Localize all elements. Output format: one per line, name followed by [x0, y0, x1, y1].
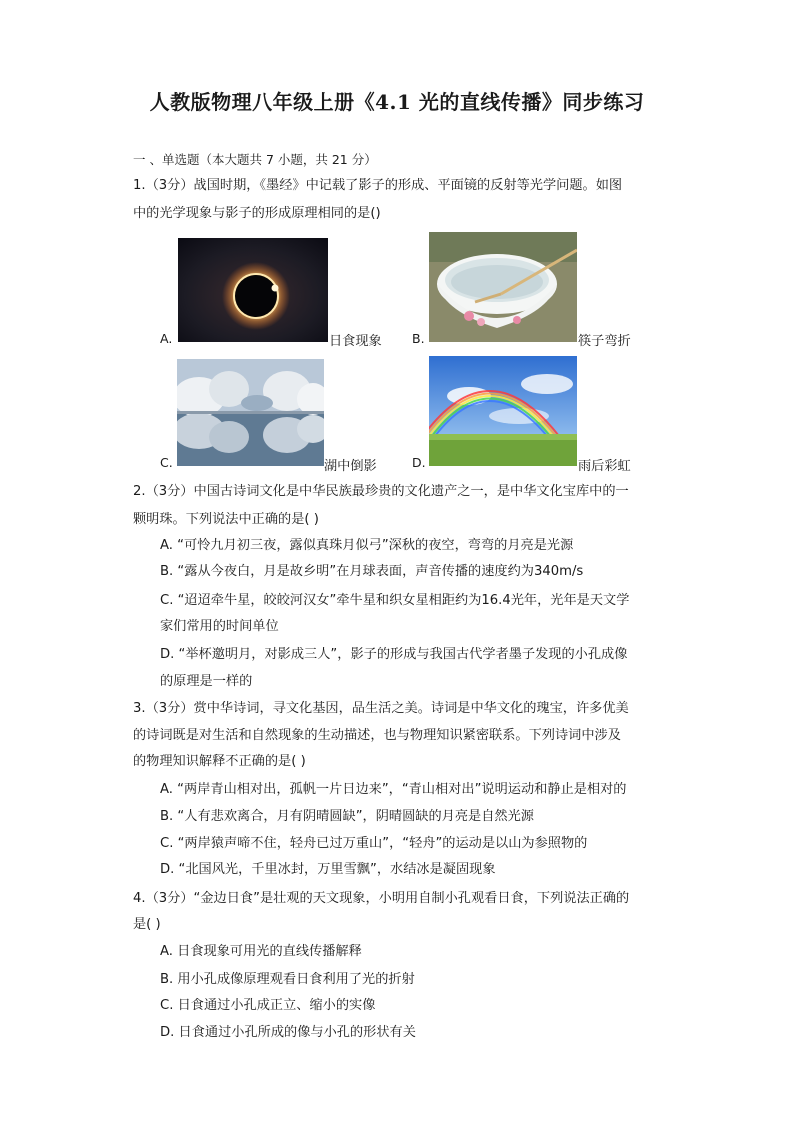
- bowl-chopstick-image: [429, 232, 577, 342]
- q1-stem-line1: 1.（3分）战国时期，《墨经》中记载了影子的形成、平面镜的反射等光学问题。如图: [133, 178, 623, 193]
- q2-stem-line1: 2.（3分）中国古诗词文化是中华民族最珍贵的文化遗产之一，是中华文化宝库中的一: [133, 484, 629, 499]
- q1-option-c-letter: C.: [160, 455, 173, 470]
- q3-option-a: A. “两岸青山相对出，孤帆一片日边来”，“青山相对出”说明运动和静止是相对的: [160, 782, 627, 797]
- q3-stem-line2: 的诗词既是对生活和自然现象的生动描述，也与物理知识紧密联系。下列诗词中涉及: [133, 728, 621, 743]
- q4-stem-line1: 4.（3分）“金边日食”是壮观的天文现象，小明用自制小孔观看日食，下列说法正确的: [133, 891, 630, 906]
- q3-option-b: B. “人有悲欢离合，月有阴晴圆缺”，阴晴圆缺的月亮是自然光源: [160, 809, 534, 824]
- q4-option-b: B. 用小孔成像原理观看日食利用了光的折射: [160, 972, 415, 987]
- q2-option-d-line2: 的原理是一样的: [160, 674, 253, 689]
- q2-option-b: B. “露从今夜白，月是故乡明”在月球表面，声音传播的速度约为340m/s: [160, 564, 584, 579]
- q2-option-c-line1: C. “迢迢牵牛星，皎皎河汉女”牵牛星和织女星相距约为16.4光年，光年是天文学: [160, 593, 630, 608]
- q1-stem-line2: 中的光学现象与影子的形成原理相同的是(): [133, 206, 381, 221]
- q3-option-c: C. “两岸猿声啼不住，轻舟已过万重山”，“轻舟”的运动是以山为参照物的: [160, 836, 588, 851]
- q3-stem-line3: 的物理知识解释不正确的是( ): [133, 754, 306, 769]
- q1-option-b-caption: 筷子弯折: [578, 334, 631, 349]
- solar-eclipse-image: [178, 238, 328, 342]
- q2-option-c-line2: 家们常用的时间单位: [160, 619, 279, 634]
- q4-option-c: C. 日食通过小孔成正立、缩小的实像: [160, 998, 376, 1013]
- q1-option-d-letter: D.: [412, 455, 426, 470]
- q1-option-d-caption: 雨后彩虹: [578, 459, 631, 474]
- page-title: 人教版物理八年级上册《4.1 光的直线传播》同步练习: [149, 90, 645, 114]
- q2-stem-line2: 颗明珠。下列说法中正确的是( ): [133, 512, 319, 527]
- q1-option-a-caption: 日食现象: [329, 334, 382, 349]
- q3-stem-line1: 3.（3分）赏中华诗词，寻文化基因，品生活之美。诗词是中华文化的瑰宝，许多优美: [133, 701, 629, 716]
- section-heading: 一 、单选题（本大题共 7 小题，共 21 分）: [133, 152, 377, 167]
- q4-option-a: A. 日食现象可用光的直线传播解释: [160, 944, 362, 959]
- lake-reflection-image: [177, 359, 324, 466]
- q1-option-a-letter: A.: [160, 331, 173, 346]
- q1-option-c-caption: 湖中倒影: [324, 459, 377, 474]
- q2-option-a: A. “可怜九月初三夜，露似真珠月似弓”深秋的夜空，弯弯的月亮是光源: [160, 538, 574, 553]
- q4-option-d: D. 日食通过小孔所成的像与小孔的形状有关: [160, 1025, 416, 1040]
- q3-option-d: D. “北国风光，千里冰封，万里雪飘”，水结冰是凝固现象: [160, 862, 496, 877]
- q1-option-b-letter: B.: [412, 331, 425, 346]
- q4-stem-line2: 是( ): [133, 917, 161, 932]
- q2-option-d-line1: D. “举杯邀明月，对影成三人”，影子的形成与我国古代学者墨子发现的小孔成像: [160, 647, 628, 662]
- rainbow-image: [429, 356, 577, 466]
